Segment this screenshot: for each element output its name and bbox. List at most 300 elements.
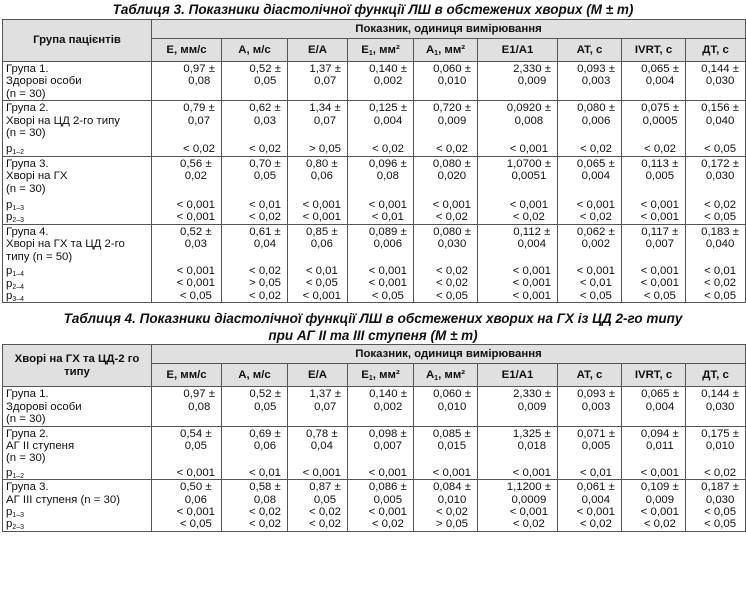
column-header: A, м/с: [222, 39, 288, 62]
column-header: E/A: [288, 364, 348, 387]
value-cell: [558, 62, 622, 101]
mean-value: 0,52 ±: [249, 388, 281, 401]
mean-value: 0,140 ±: [369, 63, 407, 75]
p-label: $p_{2-3}$: [6, 211, 25, 225]
mean-value: 2,330 ±: [513, 388, 551, 401]
value-cell: [348, 101, 414, 157]
error-value: 0,04: [310, 439, 333, 452]
error-value: 0,07: [314, 75, 337, 88]
value-cell: [622, 480, 686, 532]
value-cell: [348, 387, 414, 426]
table4: [2, 344, 746, 531]
p-label: $p_{1-2}$: [6, 466, 25, 480]
error-value: 0,06: [253, 439, 277, 452]
p-value: < 0,01: [579, 277, 612, 290]
table4-caption: [0, 310, 746, 344]
p-value: < 0,001: [640, 277, 679, 290]
table-row: [3, 480, 746, 532]
mean-value: 0,97 ±: [183, 63, 215, 75]
group-label-line: Група 1.: [6, 388, 49, 401]
value-cell: [222, 156, 288, 224]
column-header: AT, с: [558, 364, 622, 387]
p-value: < 0,001: [176, 199, 215, 212]
error-value: 0,009: [517, 400, 547, 413]
error-value: 0,018: [517, 439, 547, 452]
mean-value: 0,089 ±: [368, 225, 407, 238]
p-value: < 0,02: [704, 466, 737, 479]
mean-value: 0,065 ±: [576, 157, 615, 170]
value-cell: [288, 426, 348, 480]
mean-value: 0,075 ±: [641, 102, 679, 115]
p-value: < 0,001: [512, 289, 551, 302]
p-value: < 0,001: [509, 199, 549, 212]
group-label-line: типу (n = 50): [6, 250, 73, 263]
table-row: [3, 62, 746, 101]
value-cell: [414, 480, 478, 532]
group-cell: [3, 224, 152, 302]
group-cell: [3, 480, 152, 532]
p-value: < 0,05: [436, 289, 469, 302]
p-value: < 0,001: [176, 265, 215, 278]
p-value: < 0,02: [512, 518, 545, 531]
p-value: < 0,02: [579, 211, 612, 224]
group-label-line: Група 1.: [6, 63, 49, 75]
value-cell: [686, 101, 746, 157]
error-value: 0,04: [253, 238, 277, 251]
column-header: $A_1$, мм²: [414, 364, 478, 387]
mean-value: 0,52 ±: [249, 63, 281, 75]
mean-value: 1,325 ±: [512, 427, 551, 440]
mean-value: 0,156 ±: [701, 102, 740, 115]
error-value: 0,05: [184, 439, 207, 452]
mean-value: 0,080 ±: [433, 225, 471, 238]
error-value: 0,030: [437, 238, 467, 251]
p-label: $p_{1-3}$: [6, 199, 25, 213]
group-label-line: Група 2.: [6, 427, 49, 440]
p-value: < 0,02: [436, 265, 469, 278]
value-cell: [348, 156, 414, 224]
value-cell: [622, 156, 686, 224]
mean-value: 0,183 ±: [701, 225, 740, 238]
value-cell: [152, 387, 222, 426]
group-label-line: Група 4.: [6, 225, 49, 238]
p-label: $p_{2-3}$: [6, 518, 25, 532]
value-cell: [414, 156, 478, 224]
group-label-line: Хворі на ГХ: [6, 170, 68, 183]
p-value: < 0,001: [368, 466, 407, 479]
mean-value: 0,084 ±: [433, 481, 471, 494]
value-cell: [478, 62, 558, 101]
mean-value: 1,0700 ±: [506, 157, 551, 170]
error-value: 0,009: [517, 75, 547, 88]
p-label: $p_{3-4}$: [6, 289, 25, 303]
mean-value: 1,37 ±: [309, 63, 341, 75]
error-value: 0,008: [514, 114, 544, 127]
value-cell: [348, 62, 414, 101]
p-value: < 0,01: [580, 466, 613, 479]
p-value: < 0,001: [512, 277, 551, 290]
column-header: $A_1$, мм²: [414, 39, 478, 62]
p-value: < 0,001: [512, 466, 551, 479]
error-value: 0,010: [437, 400, 467, 413]
value-cell: [686, 224, 746, 302]
mean-value: 0,97 ±: [183, 388, 215, 401]
value-cell: [622, 101, 686, 157]
mean-value: 0,52 ±: [180, 225, 212, 238]
error-value: 0,006: [373, 238, 403, 251]
p-value: > 0,05: [309, 143, 341, 156]
value-cell: [558, 426, 622, 480]
mean-value: 0,58 ±: [249, 481, 281, 494]
error-value: 0,040: [705, 114, 735, 127]
mean-value: 0,144 ±: [701, 388, 740, 401]
group-cell: [3, 101, 152, 157]
p-value: < 0,001: [432, 466, 471, 479]
mean-value: 0,125 ±: [369, 102, 407, 115]
p-value: < 0,02: [579, 518, 612, 531]
mean-value: 2,330 ±: [513, 63, 551, 75]
group-label-line: (n = 30): [6, 413, 46, 426]
value-cell: [414, 387, 478, 426]
value-cell: [414, 62, 478, 101]
value-cell: [478, 426, 558, 480]
group-label-line: АГ II ступеня: [6, 439, 75, 452]
table-row: [3, 224, 746, 302]
group-header: Група пацієнтів: [3, 20, 152, 62]
mean-value: 0,144 ±: [701, 63, 740, 75]
mean-value: 0,0920 ±: [506, 102, 551, 115]
p-value: < 0,05: [704, 505, 737, 518]
p-value: < 0,02: [580, 143, 613, 156]
mean-value: 0,112 ±: [513, 225, 551, 238]
mean-value: 0,70 ±: [249, 157, 281, 170]
p-value: < 0,01: [305, 265, 338, 278]
p-value: < 0,02: [436, 277, 469, 290]
group-label-line: (n = 30): [6, 87, 46, 100]
error-value: 0,02: [184, 170, 207, 183]
value-cell: [152, 156, 222, 224]
p-value: < 0,02: [644, 143, 677, 156]
error-value: 0,05: [313, 493, 337, 506]
error-value: 0,03: [253, 114, 277, 127]
indicator-header: Показник, одиниця вимірювання: [152, 345, 746, 364]
error-value: 0,08: [376, 170, 399, 183]
table4-caption-line2: при АГ II та III ступеня (M ± m): [268, 328, 478, 344]
p-value: < 0,01: [371, 211, 404, 224]
p-value: < 0,02: [704, 277, 737, 290]
value-cell: [558, 101, 622, 157]
value-cell: [348, 426, 414, 480]
p-value: < 0,05: [371, 289, 404, 302]
p-value: < 0,001: [176, 277, 215, 290]
value-cell: [348, 480, 414, 532]
error-value: 0,03: [184, 238, 207, 251]
p-value: > 0,05: [249, 277, 281, 290]
column-header: A, м/с: [222, 364, 288, 387]
value-cell: [152, 480, 222, 532]
error-value: 0,08: [188, 75, 211, 88]
mean-value: 0,720 ±: [433, 102, 471, 115]
value-cell: [622, 426, 686, 480]
value-cell: [414, 224, 478, 302]
p-value: < 0,01: [249, 199, 281, 212]
value-cell: [222, 480, 288, 532]
p-value: < 0,001: [176, 466, 215, 479]
error-value: 0,010: [437, 493, 467, 506]
p-value: < 0,001: [509, 143, 549, 156]
value-cell: [414, 426, 478, 480]
p-value: < 0,02: [249, 211, 281, 224]
error-value: 0,0051: [511, 170, 547, 183]
value-cell: [558, 480, 622, 532]
mean-value: 0,78 ±: [306, 427, 338, 440]
error-value: 0,015: [437, 439, 467, 452]
error-value: 0,07: [313, 114, 337, 127]
p-value: < 0,001: [302, 466, 341, 479]
error-value: 0,004: [645, 400, 675, 413]
p-value: < 0,02: [249, 289, 281, 302]
value-cell: [288, 387, 348, 426]
p-value: < 0,02: [643, 518, 676, 531]
group-label-line: Група 2.: [6, 102, 49, 115]
p-label: $p_{1-3}$: [6, 505, 25, 519]
value-cell: [478, 480, 558, 532]
mean-value: 0,113 ±: [641, 157, 679, 170]
p-label: $p_{1-4}$: [6, 265, 25, 279]
mean-value: 0,140 ±: [369, 388, 407, 401]
mean-value: 0,094 ±: [640, 427, 679, 440]
error-value: 0,002: [373, 75, 403, 88]
error-value: 0,07: [187, 114, 211, 127]
p-value: < 0,001: [509, 505, 549, 518]
error-value: 0,0009: [511, 493, 547, 506]
column-header: E, мм/с: [152, 364, 222, 387]
error-value: 0,0005: [642, 114, 678, 127]
p-value: < 0,001: [368, 505, 407, 518]
p-value: < 0,02: [249, 143, 281, 156]
mean-value: 0,62 ±: [249, 102, 281, 115]
mean-value: 0,50 ±: [180, 481, 212, 494]
error-value: 0,004: [517, 238, 547, 251]
table4-caption-line1: Таблиця 4. Показники діастолічної функції ЛШ в обстежених хворих на ГХ із ЦД 2-го типу: [63, 311, 683, 327]
error-value: 0,05: [253, 170, 277, 183]
column-header: E1/A1: [478, 364, 558, 387]
value-cell: [478, 156, 558, 224]
p-label: $p_{1-2}$: [6, 143, 25, 157]
p-value: < 0,001: [640, 466, 679, 479]
value-cell: [222, 101, 288, 157]
p-value: < 0,001: [302, 211, 341, 224]
value-cell: [152, 224, 222, 302]
mean-value: 0,065 ±: [641, 63, 679, 75]
mean-value: 0,093 ±: [577, 63, 615, 75]
mean-value: 0,060 ±: [433, 63, 471, 75]
group-cell: [3, 62, 152, 101]
group-label-line: (n = 30): [6, 452, 46, 465]
mean-value: 0,080 ±: [577, 102, 615, 115]
p-value: < 0,001: [640, 211, 679, 224]
value-cell: [222, 62, 288, 101]
error-value: 0,010: [705, 439, 735, 452]
mean-value: 0,85 ±: [306, 225, 338, 238]
value-cell: [622, 224, 686, 302]
mean-value: 0,062 ±: [576, 225, 615, 238]
group-cell: [3, 387, 152, 426]
p-value: < 0,02: [309, 518, 341, 531]
error-value: 0,002: [581, 238, 611, 251]
value-cell: [686, 62, 746, 101]
group-header: Хворі на ГХ та ЦД-2 го типу: [3, 345, 152, 387]
error-value: 0,004: [645, 75, 675, 88]
p-value: < 0,001: [640, 199, 679, 212]
column-header: AT, с: [558, 39, 622, 62]
mean-value: 0,79 ±: [183, 102, 215, 115]
mean-value: 0,175 ±: [701, 427, 740, 440]
error-value: 0,040: [705, 238, 735, 251]
mean-value: 0,065 ±: [641, 388, 679, 401]
mean-value: 0,109 ±: [640, 481, 679, 494]
p-value: < 0,05: [704, 518, 737, 531]
column-header: IVRT, с: [622, 39, 686, 62]
value-cell: [686, 480, 746, 532]
column-header: $E_1$, мм²: [348, 364, 414, 387]
p-value: < 0,02: [249, 265, 281, 278]
value-cell: [558, 156, 622, 224]
p-value: < 0,02: [183, 143, 215, 156]
column-header: $E_1$, мм²: [348, 39, 414, 62]
mean-value: 0,54 ±: [180, 427, 212, 440]
p-value: < 0,05: [704, 211, 737, 224]
mean-value: 0,69 ±: [249, 427, 281, 440]
error-value: 0,007: [373, 439, 403, 452]
mean-value: 0,172 ±: [701, 157, 740, 170]
p-value: < 0,02: [249, 505, 281, 518]
mean-value: 1,1200 ±: [506, 481, 551, 494]
mean-value: 1,37 ±: [309, 388, 341, 401]
group-label-line: (n = 30): [6, 182, 46, 195]
p-value: < 0,001: [368, 265, 407, 278]
mean-value: 0,096 ±: [368, 157, 407, 170]
error-value: 0,020: [437, 170, 467, 183]
p-value: < 0,02: [249, 518, 281, 531]
p-value: < 0,001: [576, 505, 615, 518]
mean-value: 0,080 ±: [432, 157, 471, 170]
p-value: < 0,01: [704, 265, 737, 278]
column-header: ДТ, с: [686, 39, 746, 62]
error-value: 0,07: [314, 400, 337, 413]
error-value: 0,006: [581, 114, 611, 127]
group-label-line: Група 3.: [6, 157, 49, 170]
group-label-line: (n = 30): [6, 127, 46, 140]
p-value: < 0,02: [435, 211, 468, 224]
error-value: 0,030: [705, 493, 735, 506]
error-value: 0,005: [581, 439, 611, 452]
value-cell: [622, 62, 686, 101]
error-value: 0,06: [184, 493, 207, 506]
error-value: 0,009: [437, 114, 467, 127]
value-cell: [686, 387, 746, 426]
p-value: < 0,02: [704, 199, 737, 212]
p-value: < 0,001: [640, 265, 679, 278]
mean-value: 0,061 ±: [576, 481, 615, 494]
value-cell: [222, 224, 288, 302]
table3-caption: Таблиця 3. Показники діастолічної функції ЛШ в обстежених хворих (M ± m): [112, 2, 634, 17]
error-value: 0,002: [373, 400, 403, 413]
mean-value: 0,071 ±: [577, 427, 615, 440]
p-value: < 0,05: [179, 289, 212, 302]
group-label-line: Здорові особи: [6, 75, 82, 88]
indicator-header: Показник, одиниця вимірювання: [152, 20, 746, 39]
group-label-line: Група 3.: [6, 481, 49, 494]
p-value: < 0,001: [302, 199, 341, 212]
value-cell: [288, 101, 348, 157]
error-value: 0,05: [254, 75, 277, 88]
error-value: 0,004: [581, 493, 611, 506]
p-value: < 0,001: [640, 505, 679, 518]
error-value: 0,003: [581, 400, 611, 413]
p-value: < 0,02: [436, 143, 469, 156]
error-value: 0,004: [581, 170, 611, 183]
mean-value: 0,187 ±: [701, 481, 740, 494]
p-value: < 0,05: [704, 289, 737, 302]
value-cell: [622, 387, 686, 426]
p-value: < 0,05: [305, 277, 338, 290]
value-cell: [478, 224, 558, 302]
group-label-line: Хворі на ГХ та ЦД 2-го: [6, 238, 125, 251]
mean-value: 0,61 ±: [249, 225, 281, 238]
error-value: 0,08: [188, 400, 211, 413]
p-value: < 0,001: [176, 211, 215, 224]
error-value: 0,007: [645, 238, 675, 251]
error-value: 0,009: [645, 493, 675, 506]
mean-value: 0,085 ±: [432, 427, 471, 440]
p-value: < 0,001: [368, 277, 407, 290]
p-value: < 0,05: [179, 518, 212, 531]
p-value: < 0,001: [368, 199, 407, 212]
p-value: > 0,05: [436, 518, 469, 531]
value-cell: [478, 101, 558, 157]
group-label-line: Здорові особи: [6, 400, 82, 413]
table-row: [3, 156, 746, 224]
value-cell: [478, 387, 558, 426]
value-cell: [222, 387, 288, 426]
mean-value: 0,87 ±: [309, 481, 341, 494]
mean-value: 1,34 ±: [309, 102, 341, 115]
p-value: < 0,001: [512, 265, 551, 278]
p-value: < 0,05: [579, 289, 612, 302]
error-value: 0,004: [373, 114, 403, 127]
error-value: 0,030: [705, 75, 735, 88]
error-value: 0,030: [705, 400, 735, 413]
value-cell: [152, 426, 222, 480]
p-value: < 0,001: [302, 289, 341, 302]
value-cell: [152, 62, 222, 101]
p-value: < 0,02: [512, 211, 545, 224]
mean-value: 0,098 ±: [368, 427, 407, 440]
mean-value: 0,117 ±: [641, 225, 679, 238]
group-cell: [3, 426, 152, 480]
error-value: 0,06: [310, 238, 333, 251]
p-value: < 0,02: [309, 505, 341, 518]
table-row: [3, 426, 746, 480]
value-cell: [686, 426, 746, 480]
mean-value: 0,56 ±: [180, 157, 212, 170]
column-header: E/A: [288, 39, 348, 62]
value-cell: [152, 101, 222, 157]
value-cell: [348, 224, 414, 302]
p-value: < 0,02: [372, 143, 405, 156]
table-row: [3, 101, 746, 157]
